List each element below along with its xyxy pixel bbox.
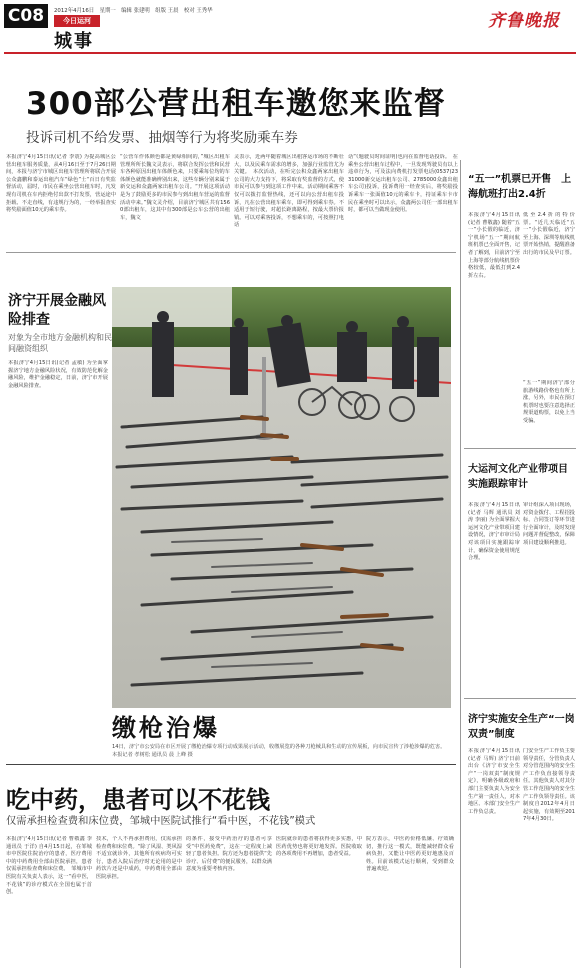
lead-col-2: “公营车作体颜色都是黄绿相间的，”城区出租车管理所所长魏文灵表示，将联合发挥公营和民营车各种原因出租车体颜色来，只要乘每位均的车体颜色就能准确辨别出来，这些车辆分别来属于新交运和众鑫两家出租车公司。“开展这项活动是为了鼓励更多的市民参与到出租车营运的监督活动中来。”魏文灵介绍，目前济宁城区共有1560部出租车，这其中有300部是公车公营的出租车，魏文 (120, 154, 230, 221)
finance-subhead: 对象为全市地方金融机构和民间融资组织 (8, 333, 112, 353)
lead-headline: 300部公营出租车邀您来监督 (26, 86, 446, 122)
tcm-headline: 吃中药，患者可以不花钱 (6, 786, 270, 814)
lead-subhead: 投诉司机不给发票、抽烟等行为将奖励乘车券 (26, 130, 298, 146)
guns-headline: 缴枪治爆 (112, 713, 220, 742)
airline-col-1: 本报济宁4月15日讯(记者 曹敬鑫) 随着“五一”小长假的临近，济宁机场“五一”期间航班机票已全面开售，记者了解到，目前济宁至上海等部分航线机票价格较低，最低打到2.4折左右。 (468, 212, 520, 279)
tcm-top-rule (6, 764, 456, 765)
canal-col-1: 本报济宁4月15日讯(记者 马辉 通讯员 刘涛 李丽) 为全面掌握大运河文化产业带项目建设情况，济宁市审计局对该项目实施跟踪审计，确保资金使用规范合理。 (468, 502, 520, 562)
masthead-rule (4, 52, 576, 54)
airline-col-3: “五一”期间济宁部分旅游线路价格也有所上涨，另外，市民在预订机票时也要注意选择正规渠道购票，以免上当受骗。 (523, 380, 575, 424)
canal-divider (464, 698, 576, 699)
canal-headline: 大运河文化产业带项目实施跟踪审计 (468, 464, 568, 490)
lead-col-4: 话“《题驶员时间证明)也向在监督电话投诉。 在乘坐公营出租车过程中，一旦发现驾驶员有以上违章行为，可及法向费机打发票电话(0537)2331000新交运出租车公司、2785000众鑫出租车公司)投诉，投诉费用一经查实后，将奖励投诉乘车一张面值10元的乘车卡，持证乘车卡市民在乘坐时可以出示，众鑫两公司任一部出租车时，都可以当做现金使用。 (348, 154, 458, 214)
airline-col-2: 低至2.4折的特价票。“近几天临近“五一”小长假临近，济宁至上海、深圳等航线机票开始热销，提醒准备出行的市民及早订票。 (523, 212, 575, 256)
airline-headline: “五一”机票已开售 上海航班打出2.4折 (468, 174, 572, 200)
tcm-col-4: 医院就诊的患者将获得更多实惠，中医药优势也将更好地发挥。医院收取的各项费用不再增加，患者受益。 (276, 836, 362, 858)
finance-headline: 济宁开展金融风险排查 (8, 293, 106, 328)
tcm-col-3: 的条件，接受中药治疗的患者可享受“中医药免费”，这在一定程度上减轻了患者负担。院方还为患者提供“先诊疗、后付费”的便民服务，以群众满意度为重要考核内容。 (186, 836, 272, 873)
safety-headline: 济宁实施安全生产“一岗双责”制度 (468, 714, 575, 740)
safety-col-1: 本报济宁4月15日讯(记者 马辉) 济宁日前出台《济宁市安全生产“一岗双责”制度规定》，明确各级政府和部门主要负责人为安全生产第一责任人，对本地区、本部门安全生产工作负总责。 (468, 748, 520, 815)
tcm-col-1: 本报济宁4月15日讯(记者 曹敬鑫 李 通讯员 于洋) 自4月15日起，在邹城市中医院住院治疗的患者，医疗费用中的中药费用全部由医院承担，患者仅需承担检查费和床位费。 邹城市中医院有关负责人表示，这一“看中医，不花钱”的诊疗模式在全国也属于首创。 (6, 836, 92, 896)
right-column-divider (460, 160, 461, 968)
section-tag: 今日运河 (54, 15, 100, 27)
tcm-subhead: 仅需承担检查费和床位费，邹城中医院试推行“看中医，不花钱”模式 (6, 815, 316, 827)
safety-col-2: 门安全生产工作负主要领导责任，分管负责人对分管范围内的安全生产工作负直接领导责任。其他负责人对其分管工作范围内的安全生产工作负领导责任。该制度自2012年4月日起实施，有效期至2017年4月30日。 (523, 748, 575, 823)
guns-caption: 14日，济宁市公安局在市区开展了缴枪治爆专项行动成果展示活动，收缴展览的各种刀枪械具和生动的宣传展板，向市民宣传了涉枪涉爆的危害。 本报记者 孝树松 通讯员 晨 上峰 摄 (112, 744, 449, 758)
date-line: 2012年4月16日 星期一 编辑 张建明 组版 王晨 校对 王秀华 (54, 8, 213, 14)
section-title: 城事 (54, 31, 94, 52)
canal-col-2: 审计组深入项目现场，对资金拨付、工程招投标、合同签订等环节进行全面审计，及时发现问题并督促整改，保障项目建设顺利推进。 (523, 502, 575, 546)
lead-col-1: 本报济宁4月15日讯(记者 李震) 为提高城区公营出租车服务质量，从4月16日至于7月26日期间，本报与济宁市城区出租车管理所将联合开展公众鑫鹏和泰运出租汽车“绿色”士“百日有奖监督活动，届时，市民在乘坐公营出租车时，凡发现有司机在车内拒绝付出款不打发票，营运途中拒载、不走直线，有违规行为的，一经举报查实将奖励面值10元的乘车券。 (6, 154, 116, 214)
guns-photo (112, 287, 451, 708)
lead-divider (6, 252, 456, 253)
tcm-col-5: 院方表示，中医药价格低廉、疗效确切，推行这一模式，既能减轻群众看病负担，又能让中医药更好地惠及百姓。目前该模式运行顺利，受到群众普遍欢迎。 (366, 836, 454, 873)
airline-divider (464, 448, 576, 449)
page-code: C08 (4, 4, 48, 28)
finance-body: 本报济宁4月15日讯(记者 孟敏) 为全面掌握济宁地方金融风险状况，有效防范化解金融风险，维护金融稳定，日前，济宁市开展金融风险排查。 (8, 360, 108, 389)
tcm-col-2: 技术，个人不再承担费用，仅需承担检查费和床位费。“除了风湿、类风湿不适宜就诊外，其他所有疾病均可实行，患者入院后治疗时无论用的是中药饮片还是中成药，中药费用全部由医院承担。 (96, 836, 182, 880)
paper-logo: 齐鲁晚报 (488, 11, 560, 31)
lead-col-3: 灵表示，近两年随着城区出租客运市场的不断壮大，以及民乘车需求的增多，加强行业监管尤为关键。 本次活动，在听完公积众鑫两家出租车公司的大力支持下，将采取有奖监督的方式，使市民可以参与到这项工作中来。活动期间乘客不仅可以拨打监督热线，还可以向公营出租车投诉，凡在公营出租车乘车，即可得到乘车券。不适用于短行驶，对超长距离路程，按最大票价报销。可以对乘客投诉，不想乘车的，可按照打电话 (234, 154, 344, 229)
